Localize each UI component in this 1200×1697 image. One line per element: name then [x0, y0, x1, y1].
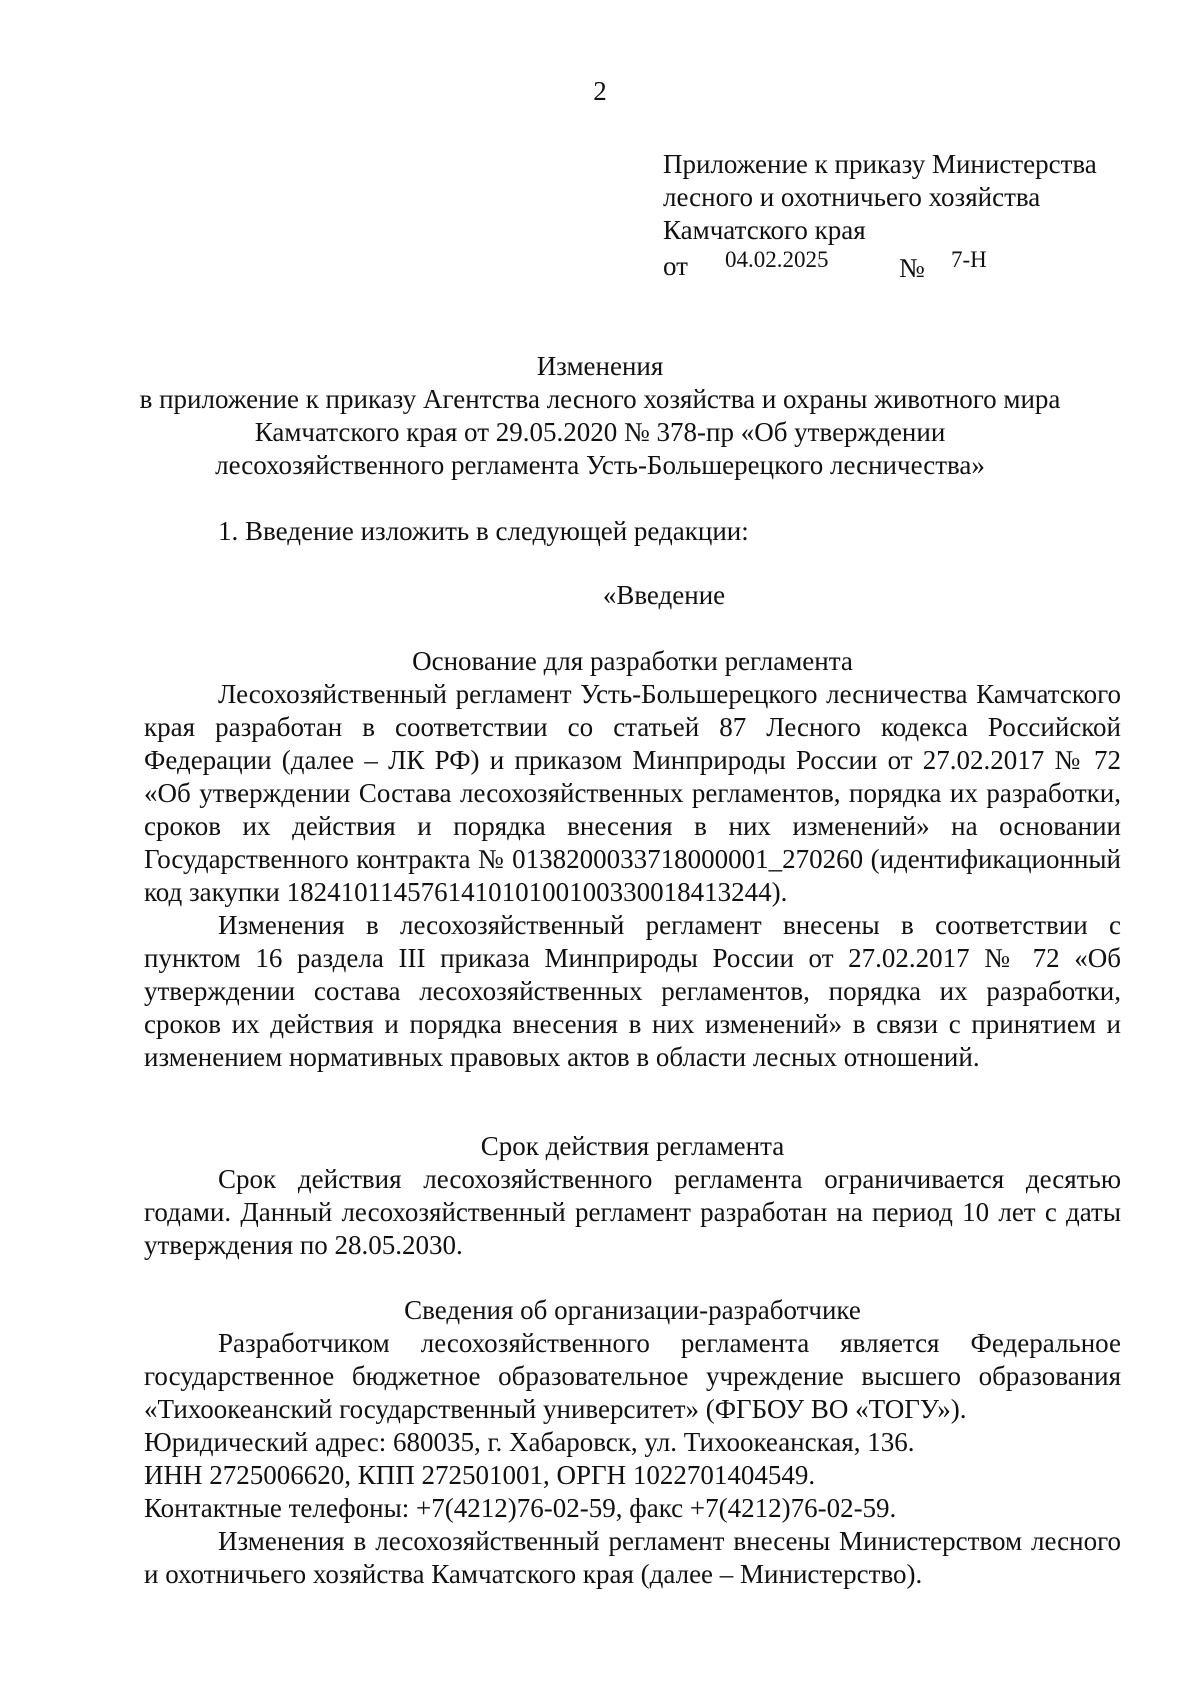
- section-basis-paragraph-1: Лесохозяйственный регламент Усть-Большерецкого лесничества Камчатского края разработан в соответствии со статьей 87 Лесного кодекса Российской Федерации (далее – ЛК РФ) и приказом Минприроды России от 27.02.2017 № 72 «Об утверждении Состава лесохозяйственных регламентов, порядка их разработки, сроков их действия и порядка внесения в них изменений» на основании Государственного контракта № 0138200033718000001_270260 (идентификационный код закупки 182410114576141010100100330018413244).: [144, 679, 1121, 907]
- page-number: 2: [593, 76, 607, 106]
- title-line-4: лесохозяйственного регламента Усть-Большерецкого лесничества»: [215, 450, 985, 480]
- section-basis-heading: Основание для разработки регламента: [412, 646, 853, 676]
- section-developer: [144, 1294, 1121, 1591]
- title-line-2: в приложение к приказу Агентства лесного хозяйства и охраны животного мира: [139, 384, 1061, 414]
- developer-address: Юридический адрес: 680035, г. Хабаровск, ул. Тихоокеанская, 136.: [144, 1427, 915, 1457]
- section-validity: [144, 1130, 1121, 1262]
- section-developer-heading: Сведения об организации-разработчике: [404, 1295, 861, 1325]
- developer-inn: ИНН 2725006620, КПП 272501001, ОРГН 1022701404549.: [144, 1460, 816, 1490]
- section-validity-heading: Срок действия регламента: [480, 1131, 785, 1161]
- section-developer-paragraph-1: Разработчиком лесохозяйственного регламента является Федеральное государственное бюджетное образовательное учреждение высшего образования «Тихоокеанский государственный университет» (ФГБОУ ВО «ТОГУ»).: [144, 1328, 1121, 1424]
- appendix-line-3: Камчатского края: [663, 215, 866, 245]
- appendix-line-2: лесного и охотничьего хозяйства: [663, 182, 1041, 212]
- title-line-3: Камчатского края от 29.05.2020 № 378-пр «Об утверждении: [254, 417, 946, 447]
- order-date: 04.02.2025: [725, 247, 829, 272]
- order-number: 7-Н: [951, 247, 987, 272]
- introduction-heading: «Введение: [602, 580, 726, 610]
- number-sign: №: [899, 253, 925, 283]
- developer-phones: Контактные телефоны: +7(4212)76-02-59, факс +7(4212)76-02-59.: [144, 1493, 897, 1523]
- appendix-line-1: Приложение к приказу Министерства: [663, 149, 1097, 179]
- section-validity-paragraph: Срок действия лесохозяйственного регламента ограничивается десятью годами. Данный лесохозяйственный регламент разработан на период 10 лет с даты утверждения по 28.05.2030.: [144, 1164, 1121, 1260]
- appendix-reference-block: [663, 148, 1183, 281]
- appendix-order-reference: [663, 247, 1183, 281]
- section-developer-paragraph-2: Изменения в лесохозяйственный регламент внесены Министерством лесного и охотничьего хозяйства Камчатского края (далее – Министерство).: [144, 1526, 1121, 1589]
- title-line-1: Изменения: [536, 351, 664, 381]
- item-1-text: 1. Введение изложить в следующей редакции:: [218, 516, 749, 546]
- section-basis: [144, 645, 1121, 1074]
- document-title: [120, 350, 1080, 482]
- from-label: от: [663, 251, 688, 281]
- section-basis-paragraph-2: Изменения в лесохозяйственный регламент внесены в соответствии с пунктом 16 раздела III приказа Минприроды России от 27.02.2017 № 72 «Об утверждении состава лесохозяйственных регламентов, порядка их разработки, сроков их действия и порядка внесения в них изменений» в связи с принятием и изменением нормативных правовых актов в области лесных отношений.: [144, 910, 1121, 1072]
